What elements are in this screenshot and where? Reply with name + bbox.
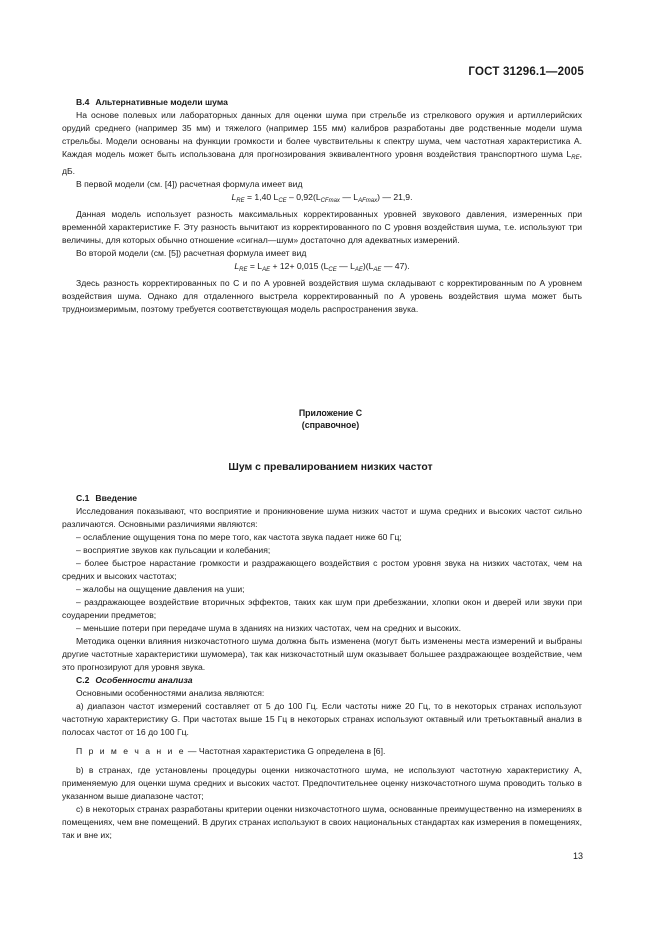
formula-part: — L (339, 192, 359, 202)
section-c2-number: С.2 (76, 675, 90, 685)
list-item: – ослабление ощущения тона по мере того, как частота звука падает ниже 60 Гц; (76, 532, 402, 542)
section-b4-title: Альтернативные модели шума (95, 97, 228, 107)
subscript: RE (239, 267, 248, 273)
formula-part: + 12+ 0,015 (L (270, 261, 329, 271)
section-c1-title: Введение (95, 493, 138, 503)
list-item: – более быстрое нарастание громкости и раздражающего воздействия с ростом уровня звука на низких частотах, чем на средних и высоких частотах; (62, 558, 582, 581)
list-item: – раздражающее воздействие вторичных эффектов, таких как шум при дребезжании, хлопки окон и дверей или звуки при соударении предметов; (62, 597, 582, 620)
page-number: 13 (572, 851, 583, 861)
section-b4-number: B.4 (76, 97, 90, 107)
list-item: – восприятие звуков как пульсации и колебания; (76, 545, 271, 555)
section-c2-heading (62, 674, 582, 687)
formula-1 (62, 191, 582, 208)
formula-part: = L (247, 261, 263, 271)
standard-header: ГОСТ 31296.1—2005 (468, 66, 584, 78)
section-c1-paragraph-1: Исследования показывают, что восприятие и проникновение шума низких частот и шума средних и высоких частот сильно различаются. Основными различиями являются: (62, 506, 582, 529)
formula-part: = 1,40 L (244, 192, 279, 202)
note-label: П р и м е ч а н и е (76, 746, 186, 756)
subscript: CE (328, 267, 337, 273)
appendix-label: Приложение С (298, 408, 363, 418)
list-item: – жалобы на ощущение давления на уши; (76, 584, 245, 594)
formula-symbol: L (231, 192, 237, 202)
section-c1-paragraph-2: Методика оценки влияния низкочастотного шума должна быть изменена (могут быть изменены места измерений и выбраны другие частотные характеристики шумомера), так как низкочастотный шум оказывает большее раздражающее воздействие, чем это прогнозируют для уровня звука. (62, 636, 582, 672)
list-item-b: b) в странах, где установлены процедуры оценки низкочастотного шума, не используют частотную характеристику A, применяемую для оценки шума средних и высоких частот. Предпочтительнее оценку низкочастотного шума проводить только в указанном выше диапазоне частот; (62, 765, 582, 801)
section-c2-title: Особенности анализа (95, 675, 193, 685)
section-c1-number: С.1 (76, 493, 90, 503)
subscript: CFmax (320, 198, 340, 204)
formula-part: — 47). (381, 261, 410, 271)
formula-symbol: L (234, 261, 240, 271)
note-text: — Частотная характеристика G определена в [6]. (185, 746, 386, 756)
section-b4-heading (62, 96, 582, 109)
section-b4-paragraph-2: В первой модели (см. [4]) расчетная формула имеет вид (76, 179, 303, 189)
section-b4-paragraph-5: Здесь разность корректированных по C и по A уровней воздействия шума складывают с корректированным по A уровнем воздействия шума. Однако для отдаленного выстрела корректированный по A уровень воздействия шума может быть трудноизмеримым, поэтому требуется соответствующая модель распространения звука. (62, 278, 582, 314)
paragraph-text: На основе полевых или лабораторных данных для оценки шума при стрельбе из стрелкового оружия и артиллерийских орудий среднего (например 35 мм) и тяжелого (например 155 мм) калибров разработаны две родственные модели шума стрельбы. Модели основаны на функции громкости и более чувствительны к спектру шума, чем частотная характеристика А. Каждая модель может быть использована для прогнозирования эквивалентного уровня воздействия транспортного шума L (62, 110, 582, 159)
subscript: CE (278, 198, 287, 204)
subscript: RE (571, 155, 580, 161)
subscript: AE (262, 267, 271, 273)
subscript: AE (373, 267, 382, 273)
section-c2-intro: Основными особенностями анализа являются: (76, 688, 265, 698)
list-item-a: a) диапазон частот измерений составляет от 5 до 100 Гц. Если частоты ниже 20 Гц, то в некоторых странах используют частотную характеристику G. При частотах выше 15 Гц в некоторых странах используют октавный или третьоктавный анализ в полосах частот от 16 до 100 Гц. (62, 701, 582, 737)
formula-part: – 0,92(L (286, 192, 321, 202)
appendix-kind: (справочное) (301, 420, 360, 430)
list-item: – меньшие потери при передаче шума в зданиях на низких частотах, чем на средних и высоких. (76, 623, 462, 633)
subscript: AE (354, 267, 363, 273)
list-item-c: c) в некоторых странах разработаны критерии оценки низкочастотного шума, основанные преимущественно на измерениях в помещениях, чем вне помещений. В других странах используют в своих национальных стандартах как измерения в помещениях, так и вне их; (62, 804, 582, 840)
section-b4-paragraph-4: Во второй модели (см. [5]) расчетная формула имеет вид (76, 248, 307, 258)
subscript: RE (236, 198, 245, 204)
section-b4-paragraph-3: Данная модель использует разность максимальных корректированных уровней звукового давления, измеренных при временнóй характеристике F. Эту разность вычитают из корректированного по C уровня воздействия шума, т.е. используют три величины, для которых обычно отношение «сигнал—шум» достаточно для адекватных измерений. (62, 209, 582, 245)
section-b4-paragraph-1 (62, 109, 582, 178)
section-c1-heading (62, 492, 582, 505)
formula-part: )(L (362, 261, 374, 271)
formula-part: — L (336, 261, 355, 271)
appendix-title: Шум с превалированием низких частот (228, 462, 433, 473)
subscript: AFmax (358, 198, 378, 204)
formula-2 (62, 260, 582, 277)
note (62, 745, 582, 758)
section-b4 (62, 96, 582, 316)
formula-part: ) — 21,9. (377, 192, 413, 202)
paragraph-text: , дБ. (62, 149, 582, 176)
section-c (62, 492, 582, 842)
